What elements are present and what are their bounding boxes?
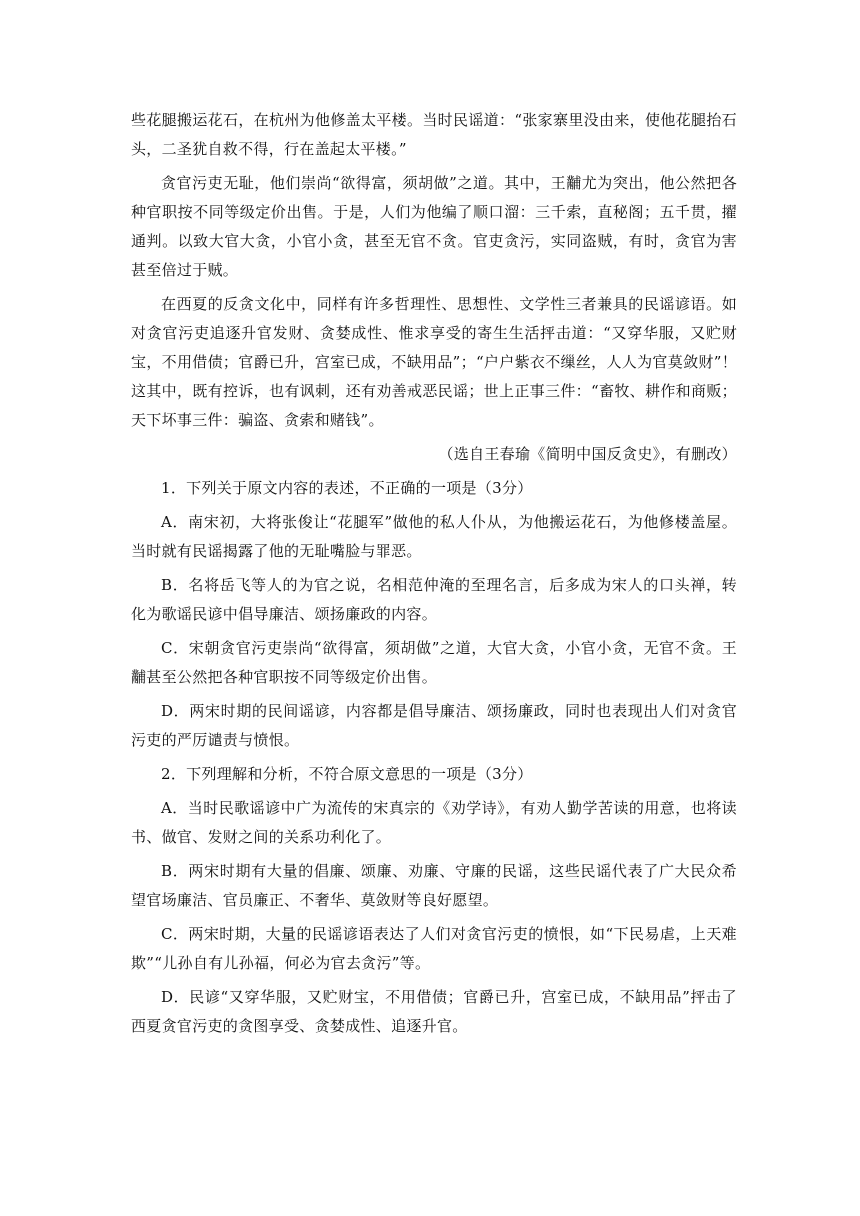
document-body xyxy=(131,106,737,1046)
source-citation: （选自王春瑜《简明中国反贪史》，有删改） xyxy=(438,445,737,463)
question-option: A．南宋初，大将张俊让“花腿军”做他的私人仆从，为他搬运花石，为他修楼盖屋。当时就有民谣揭露了他的无耻嘴脸与罪恶。 xyxy=(131,513,737,560)
question-option: C．宋朝贪官污吏崇尚“欲得富，须胡做”之道，大官大贪，小官小贪，无官不贪。王黼甚至公然把各种官职按不同等级定价出售。 xyxy=(131,639,737,686)
question-option: B．名将岳飞等人的为官之说，名相范仲淹的至理名言，后多成为宋人的口头禅，转化为歌谣民谚中倡导廉洁、颂扬廉政的内容。 xyxy=(131,576,737,623)
question-option: C．两宋时期，大量的民谣谚语表达了人们对贪官污吏的愤恨，如“下民易虐，上天难欺”“儿孙自有儿孙福，何必为官去贪污”等。 xyxy=(131,925,737,972)
question-option: D．民谚“又穿华服，又贮财宝，不用借债；官爵已升，宫室已成，不缺用品”抨击了西夏贪官污吏的贪图享受、贪婪成性、追逐升官。 xyxy=(131,988,737,1035)
question-option: A．当时民歌谣谚中广为流传的宋真宗的《劝学诗》，有劝人勤学苦读的用意，也将读书、做官、发财之间的关系功利化了。 xyxy=(131,799,737,846)
passage-paragraph: 在西夏的反贪文化中，同样有许多哲理性、思想性、文学性三者兼具的民谣谚语。如对贪官污吏追逐升官发财、贪婪成性、惟求享受的寄生生活抨击道：“又穿华服，又贮财宝，不用借债；官爵已升，宫室已成，不缺用品”；“户户紫衣不缫丝，人人为官莫敛财”！这其中，既有控诉，也有讽刺，还有劝善戒恶民谣；世上正事三件：“畜牧、耕作和商贩；天下坏事三件：骗盗、贪索和赌钱”。 xyxy=(131,295,737,429)
question-option: D．两宋时期的民间谣谚，内容都是倡导廉洁、颂扬廉政，同时也表现出人们对贪官污吏的严厉谴责与愤恨。 xyxy=(131,702,737,749)
question-stem: 1．下列关于原文内容的表述，不正确的一项是（3分） xyxy=(161,479,533,497)
question-stem: 2．下列理解和分析，不符合原文意思的一项是（3分） xyxy=(161,765,533,783)
passage-paragraph: 贪官污吏无耻，他们崇尚“欲得富，须胡做”之道。其中，王黼尤为突出，他公然把各种官职按不同等级定价出售。于是，人们为他编了顺口溜：三千索，直秘阁；五千贯，擢通判。以致大官大贪，小官小贪，甚至无官不贪。官吏贪污，实同盗贼，有时，贪官为害甚至倍过于贼。 xyxy=(131,174,737,279)
question-option: B．两宋时期有大量的倡廉、颂廉、劝廉、守廉的民谣，这些民谣代表了广大民众希望官场廉洁、官员廉正、不奢华、莫敛财等良好愿望。 xyxy=(131,862,737,909)
passage-paragraph-continued: 些花腿搬运花石，在杭州为他修盖太平楼。当时民谣道：“张家寨里没由来，使他花腿抬石头，二圣犹自救不得，行在盖起太平楼。” xyxy=(131,111,737,158)
